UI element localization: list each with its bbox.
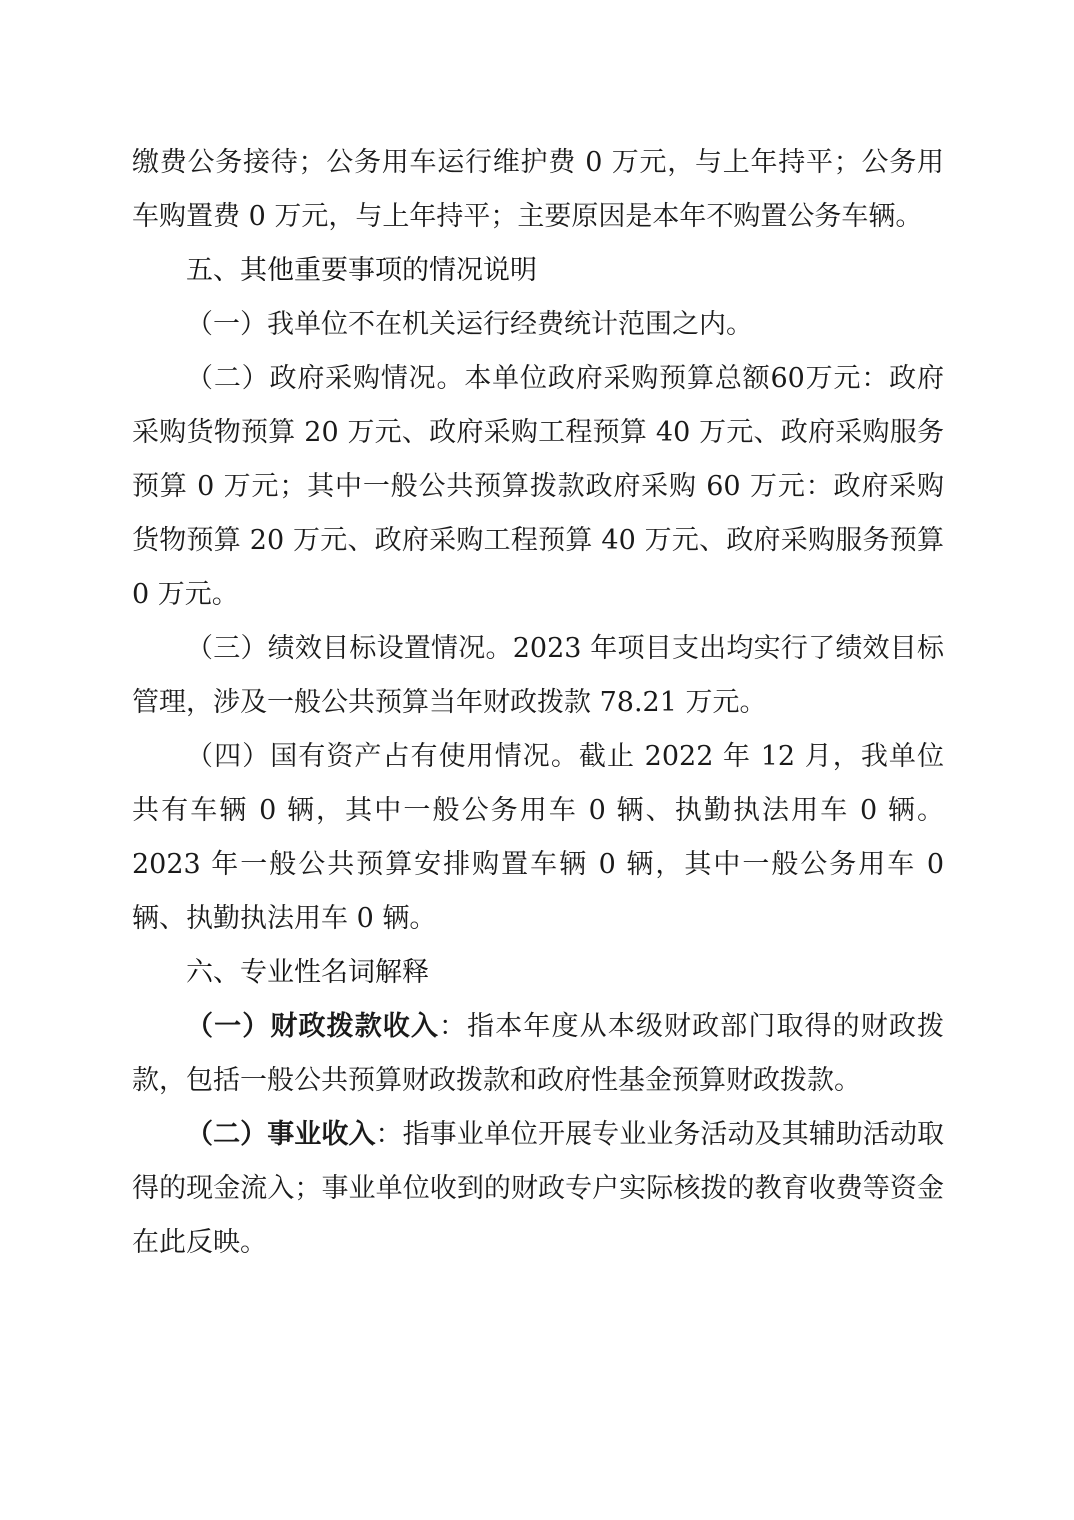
definition-fiscal-appropriation-income: ：指本年度从本级财政部门取得的财政拨款，包括一般公共预算财政拨款和政府性基金预算财政拨款。 [132,1011,945,1096]
section-heading-5: 五、其他重要事项的情况说明 [186,255,537,286]
paragraph-fiscal-appropriation-income [132,1000,944,1108]
term-business-income: （二）事业收入 [186,1119,376,1150]
paragraph-government-procurement: （二）政府采购情况。本单位政府采购预算总额60万元：政府采购货物预算 20 万元、政府采购工程预算 40 万元、政府采购服务预算 0 万元；其中一般公共预算拨款政府采购 60 万元：政府采购货物预算 20 万元、政府采购工程预算 40 万元、政府采购服务预算 0 万元。 [132,363,944,610]
paragraph-state-assets: （四）国有资产占有使用情况。截止 2022 年 12 月，我单位共有车辆 0 辆，其中一般公务用车 0 辆、执勤执法用车 0 辆。2023 年一般公共预算安排购置车辆 0 辆，其中一般公务用车 0 辆、执勤执法用车 0 辆。 [132,741,944,934]
paragraph-official-car-costs: 缴费公务接待；公务用车运行维护费 0 万元，与上年持平；公务用车购置费 0 万元，与上年持平；主要原因是本年不购置公务车辆。 [132,147,944,232]
section-heading-6: 六、专业性名词解释 [186,957,429,988]
paragraph-performance-targets: （三）绩效目标设置情况。2023 年项目支出均实行了绩效目标管理，涉及一般公共预算当年财政拨款 78.21 万元。 [132,633,944,718]
document-body [132,136,944,1270]
term-fiscal-appropriation-income: （一）财政拨款收入 [186,1011,440,1042]
definition-business-income: ：指事业单位开展专业业务活动及其辅助活动取得的现金流入；事业单位收到的财政专户实际核拨的教育收费等资金在此反映。 [132,1119,945,1258]
paragraph-business-income [132,1108,944,1270]
paragraph-operating-expenses: （一）我单位不在机关运行经费统计范围之内。 [186,309,753,340]
